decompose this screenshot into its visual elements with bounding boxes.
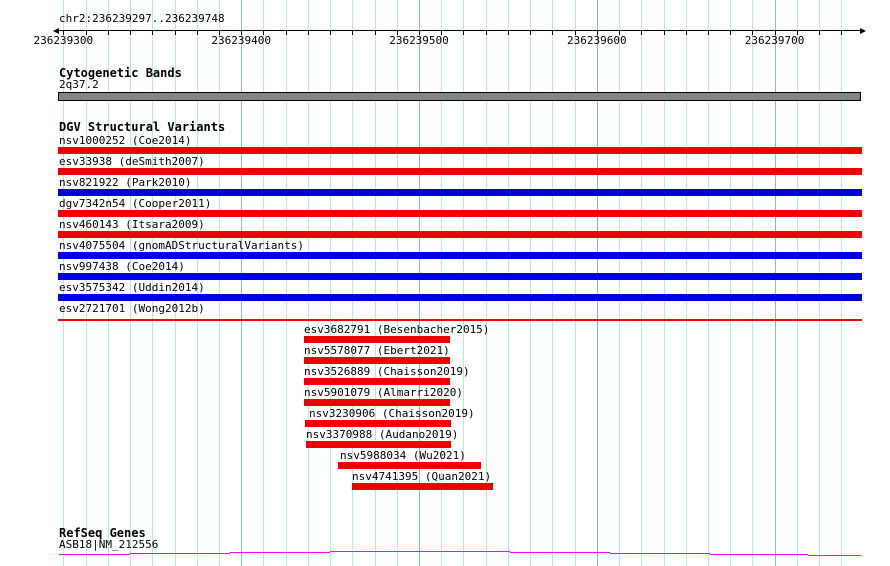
variant-label: dgv7342n54 (Cooper2011): [59, 197, 212, 210]
variant-bar[interactable]: [304, 399, 450, 406]
gridline-minor: [841, 0, 842, 566]
ruler-tick: [641, 30, 642, 35]
ruler-tick: [375, 30, 376, 35]
variant-bar[interactable]: [304, 378, 450, 385]
ruler-tick: [197, 30, 198, 35]
gridline-major: [597, 0, 598, 566]
ruler-tick: [819, 30, 820, 35]
ruler-tick-label: 236239500: [389, 34, 449, 47]
ruler-axis-line: [58, 30, 860, 31]
variant-label: nsv460143 (Itsara2009): [59, 218, 205, 231]
variant-label: nsv997438 (Coe2014): [59, 260, 185, 273]
ruler-tick: [664, 30, 665, 35]
variant-label: nsv5901079 (Almarri2020): [304, 386, 463, 399]
ruler-tick: [330, 30, 331, 35]
gridline-minor: [797, 0, 798, 566]
gridline-minor: [641, 0, 642, 566]
gene-label: ASB18|NM_212556: [59, 538, 159, 551]
ruler-tick: [308, 30, 309, 35]
gridline-minor: [286, 0, 287, 566]
gridline-minor: [263, 0, 264, 566]
variant-bar[interactable]: [58, 210, 862, 217]
variant-label: nsv5578077 (Ebert2021): [304, 344, 450, 357]
ruler-right-arrow-icon: [860, 28, 866, 34]
gridline-minor: [552, 0, 553, 566]
variant-bar[interactable]: [58, 273, 862, 280]
ruler-tick: [552, 30, 553, 35]
gene-line-segment[interactable]: [610, 553, 710, 554]
ruler-tick-label: 236239700: [744, 34, 805, 47]
ruler-tick: [530, 30, 531, 35]
ruler-tick: [708, 30, 709, 35]
gridline-major: [775, 0, 776, 566]
gene-line-segment[interactable]: [710, 554, 808, 555]
variant-bar[interactable]: [352, 483, 493, 490]
variant-label: nsv1000252 (Coe2014): [59, 134, 192, 147]
variant-label: esv33938 (deSmith2007): [59, 155, 205, 168]
gridline-minor: [530, 0, 531, 566]
variant-label: esv3575342 (Uddin2014): [59, 281, 205, 294]
variant-bar[interactable]: [58, 147, 862, 154]
region-title: chr2:236239297..236239748: [59, 12, 225, 25]
gridline-minor: [686, 0, 687, 566]
section-title-refseq: RefSeq Genes: [59, 526, 146, 540]
ruler-tick: [686, 30, 687, 35]
ruler-tick: [286, 30, 287, 35]
variant-label: nsv5988034 (Wu2021): [340, 449, 466, 462]
gridline-minor: [664, 0, 665, 566]
gridline-minor: [752, 0, 753, 566]
section-title-dgv: DGV Structural Variants: [59, 120, 226, 134]
variant-bar[interactable]: [305, 420, 451, 427]
gridline-minor: [730, 0, 731, 566]
gridline-minor: [219, 0, 220, 566]
variant-bar[interactable]: [58, 319, 862, 321]
gridline-minor: [575, 0, 576, 566]
ruler-tick: [730, 30, 731, 35]
variant-label: nsv3526889 (Chaisson2019): [304, 365, 470, 378]
ruler-tick: [108, 30, 109, 35]
gridline-minor: [308, 0, 309, 566]
cytoband-label: 2q37.2: [59, 78, 99, 91]
variant-bar[interactable]: [304, 336, 450, 343]
variant-bar[interactable]: [306, 441, 451, 448]
variant-label: nsv821922 (Park2010): [59, 176, 192, 189]
gridline-minor: [508, 0, 509, 566]
variant-bar[interactable]: [58, 231, 862, 238]
variant-label: esv2721701 (Wong2012b): [59, 302, 205, 315]
cytoband-bar[interactable]: [58, 92, 861, 101]
gene-line-segment[interactable]: [808, 555, 861, 556]
variant-label: nsv4741395 (Quan2021): [352, 470, 492, 483]
ruler-tick: [841, 30, 842, 35]
gene-line-segment[interactable]: [230, 552, 330, 553]
ruler-tick: [352, 30, 353, 35]
gene-line-segment[interactable]: [330, 551, 510, 552]
gene-line-segment[interactable]: [130, 553, 230, 554]
ruler-tick: [130, 30, 131, 35]
ruler-tick: [486, 30, 487, 35]
variant-bar[interactable]: [58, 252, 862, 259]
ruler-tick: [463, 30, 464, 35]
ruler-tick-label: 236239400: [211, 34, 271, 47]
ruler-tick-label: 236239300: [33, 34, 94, 47]
ruler-tick: [152, 30, 153, 35]
ruler-tick-label: 236239600: [566, 34, 627, 47]
section-title-cytogenetic: Cytogenetic Bands: [59, 66, 182, 80]
variant-label: esv3682791 (Besenbacher2015): [304, 323, 490, 336]
gridline-minor: [819, 0, 820, 566]
gene-line-segment[interactable]: [510, 552, 610, 553]
gridline-minor: [619, 0, 620, 566]
ruler-tick: [508, 30, 509, 35]
gene-line-segment[interactable]: [59, 554, 130, 555]
variant-label: nsv4075504 (gnomADStructuralVariants): [59, 239, 305, 252]
variant-bar[interactable]: [58, 189, 862, 196]
gridline-major: [241, 0, 242, 566]
variant-label: nsv3230906 (Chaisson2019): [309, 407, 475, 420]
variant-bar[interactable]: [58, 168, 862, 175]
gridline-minor: [330, 0, 331, 566]
ruler-tick: [175, 30, 176, 35]
variant-label: nsv3370988 (Audano2019): [306, 428, 459, 441]
variant-bar[interactable]: [304, 357, 450, 364]
gridline-minor: [708, 0, 709, 566]
variant-bar[interactable]: [338, 462, 481, 469]
variant-bar[interactable]: [58, 294, 862, 301]
